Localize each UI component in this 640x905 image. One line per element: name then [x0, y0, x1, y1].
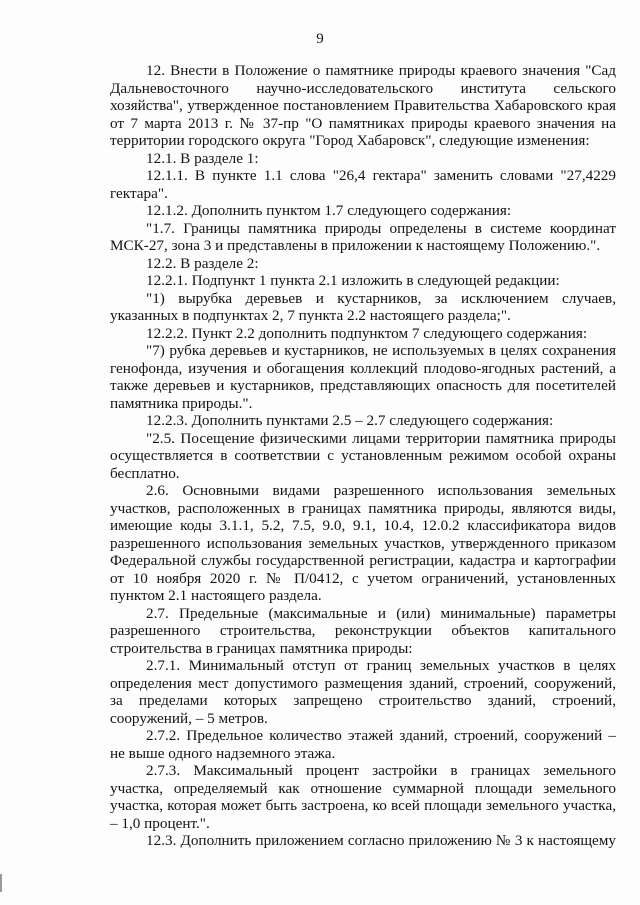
paragraph: 2.7.3. Максимальный процент застройки в границах земельного участка, определяемый как отношение суммарной площади земельного участка, которая может быть застроена, ко всей площади земельного участка, – 1,0 процент.".: [110, 762, 616, 832]
paragraph: 12.1. В разделе 1:: [146, 149, 259, 167]
paragraph: 12.2.1. Подпункт 1 пункта 2.1 изложить в следующей редакции:: [146, 272, 560, 289]
paragraph: 12. Внести в Положение о памятнике природы краевого значения "Сад Дальневосточного научно-исследовательского института сельского хозяйства", утвержденное постановлением Правительства Хабаровского края от 7 марта 2013 г. № 37-пр "О памятниках природы краевого значения на территории городского округа "Город Хабаровск", следующие изменения:: [110, 62, 616, 149]
paragraph: 12.1.1. В пункте 1.1 слова "26,4 гектара" заменить словами "27,4229 гектара".: [110, 167, 616, 202]
paragraph: "1) вырубка деревьев и кустарников, за исключением случаев, указанных в подпунктах 2, 7 пункта 2.2 настоящего раздела;".: [110, 289, 616, 324]
paragraph: 12.1.2. Дополнить пунктом 1.7 следующего содержания:: [146, 202, 512, 219]
paragraph: 2.7. Предельные (максимальные и (или) минимальные) параметры разрешенного строительства, реконструкции объектов капитального строительства в границах памятника природы:: [110, 604, 616, 657]
scan-edge-mark: [0, 874, 2, 892]
paragraph: "2.5. Посещение физическими лицами территории памятника природы осуществляется в соответствии с установленным режимом особой охраны бесплатно.: [110, 429, 616, 482]
page-number: 9: [316, 31, 324, 47]
paragraph: 12.2.2. Пункт 2.2 дополнить подпунктом 7 следующего содержания:: [146, 324, 588, 342]
paragraph: 12.2. В разделе 2:: [146, 254, 259, 272]
paragraph: "1.7. Границы памятника природы определены в системе координат МСК-27, зона 3 и представлены в приложении к настоящему Положению.".: [110, 219, 616, 254]
paragraph: 12.3. Дополнить приложением согласно приложению № 3 к настоящему: [146, 832, 616, 849]
document-body: [110, 62, 616, 850]
paragraph: "7) рубка деревьев и кустарников, не используемых в целях сохранения генофонда, изучения и обогащения коллекций плодово-ягодных растений, а также деревьев и кустарников, представляющих опасность для посетителей памятника природы.".: [110, 342, 616, 412]
paragraph: 12.2.3. Дополнить пунктами 2.5 – 2.7 следующего содержания:: [146, 412, 554, 429]
paragraph: 2.6. Основными видами разрешенного использования земельных участков, расположенных в границах памятника природы, являются виды, имеющие коды 3.1.1, 5.2, 7.5, 9.0, 9.1, 10.4, 12.0.2 классификатора видов разрешенного использования земельных участков, утвержденного приказом Федеральной службы государственной регистрации, кадастра и картографии от 10 ноября 2020 г. № П/0412, с учетом ограничений, установленных пунктом 2.1 настоящего раздела.: [110, 482, 616, 604]
paragraph: 2.7.1. Минимальный отступ от границ земельных участков в целях определения мест допустимого размещения зданий, строений, сооружений, за пределами которых запрещено строительство зданий, строений, сооружений, – 5 метров.: [110, 657, 616, 727]
paragraph: 2.7.2. Предельное количество этажей зданий, строений, сооружений – не выше одного надземного этажа.: [110, 727, 616, 762]
